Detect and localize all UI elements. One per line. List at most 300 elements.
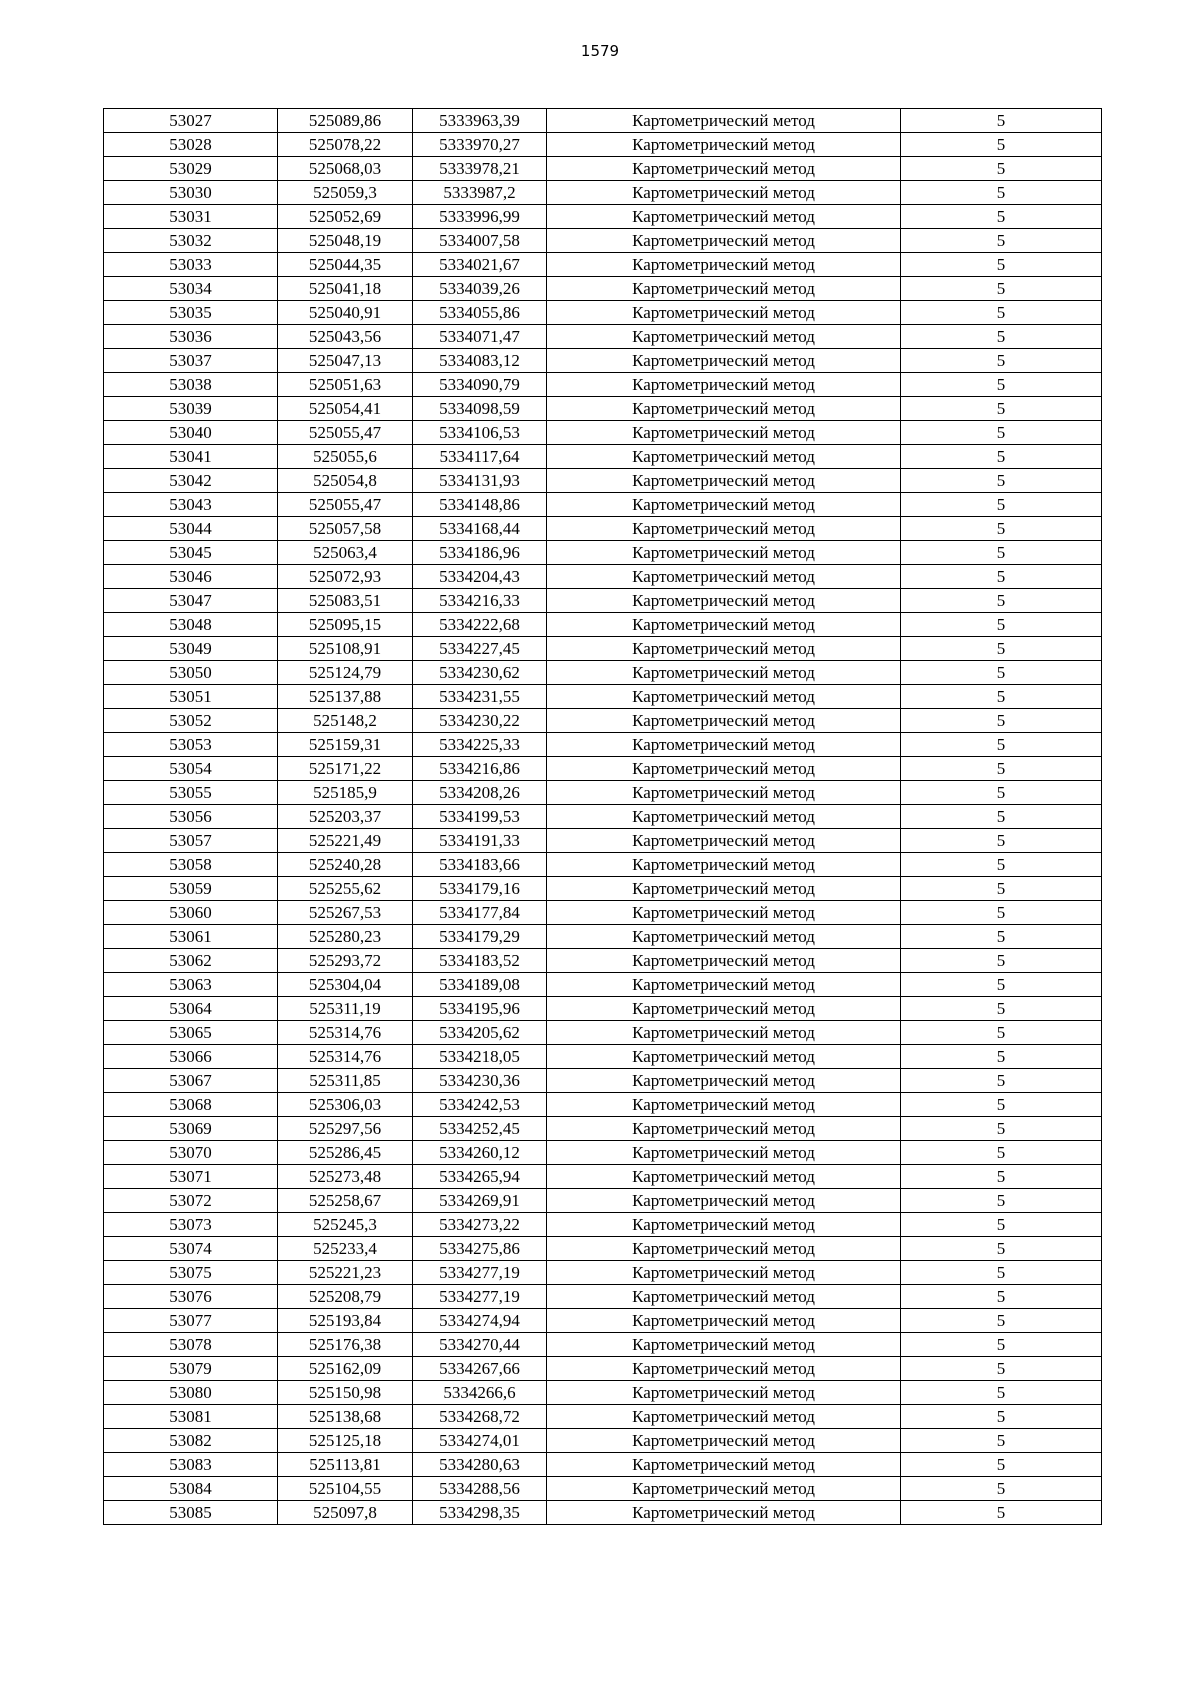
- point-number-cell: 53027: [104, 109, 278, 133]
- table-row: [104, 325, 1102, 349]
- y-coordinate-cell: 5334260,12: [413, 1141, 547, 1165]
- accuracy-cell: 5: [901, 1381, 1102, 1405]
- accuracy-cell: 5: [901, 1333, 1102, 1357]
- x-coordinate-cell: 525055,47: [278, 493, 413, 517]
- x-coordinate-cell: 525311,19: [278, 997, 413, 1021]
- y-coordinate-cell: 5334186,96: [413, 541, 547, 565]
- point-number-cell: 53073: [104, 1213, 278, 1237]
- y-coordinate-cell: 5334191,33: [413, 829, 547, 853]
- method-cell: Картометрический метод: [547, 229, 901, 253]
- table-row: [104, 445, 1102, 469]
- method-cell: Картометрический метод: [547, 253, 901, 277]
- point-number-cell: 53083: [104, 1453, 278, 1477]
- x-coordinate-cell: 525051,63: [278, 373, 413, 397]
- accuracy-cell: 5: [901, 421, 1102, 445]
- accuracy-cell: 5: [901, 685, 1102, 709]
- point-number-cell: 53042: [104, 469, 278, 493]
- accuracy-cell: 5: [901, 1501, 1102, 1525]
- accuracy-cell: 5: [901, 925, 1102, 949]
- x-coordinate-cell: 525095,15: [278, 613, 413, 637]
- x-coordinate-cell: 525314,76: [278, 1045, 413, 1069]
- accuracy-cell: 5: [901, 637, 1102, 661]
- accuracy-cell: 5: [901, 541, 1102, 565]
- method-cell: Картометрический метод: [547, 205, 901, 229]
- method-cell: Картометрический метод: [547, 589, 901, 613]
- accuracy-cell: 5: [901, 157, 1102, 181]
- y-coordinate-cell: 5334106,53: [413, 421, 547, 445]
- point-number-cell: 53066: [104, 1045, 278, 1069]
- y-coordinate-cell: 5334083,12: [413, 349, 547, 373]
- point-number-cell: 53052: [104, 709, 278, 733]
- accuracy-cell: 5: [901, 229, 1102, 253]
- point-number-cell: 53061: [104, 925, 278, 949]
- x-coordinate-cell: 525304,04: [278, 973, 413, 997]
- method-cell: Картометрический метод: [547, 757, 901, 781]
- y-coordinate-cell: 5334039,26: [413, 277, 547, 301]
- method-cell: Картометрический метод: [547, 1477, 901, 1501]
- method-cell: Картометрический метод: [547, 373, 901, 397]
- method-cell: Картометрический метод: [547, 301, 901, 325]
- x-coordinate-cell: 525208,79: [278, 1285, 413, 1309]
- method-cell: Картометрический метод: [547, 397, 901, 421]
- table-row: [104, 493, 1102, 517]
- table-row: [104, 565, 1102, 589]
- table-row: [104, 277, 1102, 301]
- method-cell: Картометрический метод: [547, 517, 901, 541]
- y-coordinate-cell: 5334270,44: [413, 1333, 547, 1357]
- x-coordinate-cell: 525176,38: [278, 1333, 413, 1357]
- accuracy-cell: 5: [901, 997, 1102, 1021]
- y-coordinate-cell: 5334265,94: [413, 1165, 547, 1189]
- table-row: [104, 205, 1102, 229]
- x-coordinate-cell: 525078,22: [278, 133, 413, 157]
- table-row: [104, 997, 1102, 1021]
- table-row: [104, 949, 1102, 973]
- table-row: [104, 973, 1102, 997]
- accuracy-cell: 5: [901, 397, 1102, 421]
- accuracy-cell: 5: [901, 1141, 1102, 1165]
- point-number-cell: 53084: [104, 1477, 278, 1501]
- y-coordinate-cell: 5334117,64: [413, 445, 547, 469]
- x-coordinate-cell: 525104,55: [278, 1477, 413, 1501]
- accuracy-cell: 5: [901, 517, 1102, 541]
- accuracy-cell: 5: [901, 349, 1102, 373]
- accuracy-cell: 5: [901, 373, 1102, 397]
- accuracy-cell: 5: [901, 733, 1102, 757]
- table-row: [104, 1069, 1102, 1093]
- x-coordinate-cell: 525138,68: [278, 1405, 413, 1429]
- accuracy-cell: 5: [901, 1045, 1102, 1069]
- point-number-cell: 53075: [104, 1261, 278, 1285]
- table-row: [104, 829, 1102, 853]
- table-row: [104, 1453, 1102, 1477]
- y-coordinate-cell: 5334227,45: [413, 637, 547, 661]
- accuracy-cell: 5: [901, 949, 1102, 973]
- x-coordinate-cell: 525280,23: [278, 925, 413, 949]
- y-coordinate-cell: 5334280,63: [413, 1453, 547, 1477]
- x-coordinate-cell: 525113,81: [278, 1453, 413, 1477]
- x-coordinate-cell: 525233,4: [278, 1237, 413, 1261]
- point-number-cell: 53076: [104, 1285, 278, 1309]
- y-coordinate-cell: 5334148,86: [413, 493, 547, 517]
- accuracy-cell: 5: [901, 445, 1102, 469]
- method-cell: Картометрический метод: [547, 349, 901, 373]
- point-number-cell: 53044: [104, 517, 278, 541]
- point-number-cell: 53045: [104, 541, 278, 565]
- y-coordinate-cell: 5334242,53: [413, 1093, 547, 1117]
- table-row: [104, 1333, 1102, 1357]
- point-number-cell: 53082: [104, 1429, 278, 1453]
- accuracy-cell: 5: [901, 1261, 1102, 1285]
- y-coordinate-cell: 5334274,01: [413, 1429, 547, 1453]
- table-row: [104, 1405, 1102, 1429]
- accuracy-cell: 5: [901, 565, 1102, 589]
- point-number-cell: 53081: [104, 1405, 278, 1429]
- method-cell: Картометрический метод: [547, 685, 901, 709]
- method-cell: Картометрический метод: [547, 1453, 901, 1477]
- x-coordinate-cell: 525068,03: [278, 157, 413, 181]
- method-cell: Картометрический метод: [547, 1501, 901, 1525]
- table-row: [104, 349, 1102, 373]
- x-coordinate-cell: 525057,58: [278, 517, 413, 541]
- point-number-cell: 53037: [104, 349, 278, 373]
- x-coordinate-cell: 525185,9: [278, 781, 413, 805]
- y-coordinate-cell: 5334090,79: [413, 373, 547, 397]
- accuracy-cell: 5: [901, 253, 1102, 277]
- point-number-cell: 53051: [104, 685, 278, 709]
- point-number-cell: 53065: [104, 1021, 278, 1045]
- y-coordinate-cell: 5334168,44: [413, 517, 547, 541]
- table-row: [104, 133, 1102, 157]
- table-row: [104, 877, 1102, 901]
- method-cell: Картометрический метод: [547, 325, 901, 349]
- accuracy-cell: 5: [901, 325, 1102, 349]
- y-coordinate-cell: 5334277,19: [413, 1285, 547, 1309]
- accuracy-cell: 5: [901, 1189, 1102, 1213]
- y-coordinate-cell: 5334268,72: [413, 1405, 547, 1429]
- table-row: [104, 1501, 1102, 1525]
- x-coordinate-cell: 525286,45: [278, 1141, 413, 1165]
- point-number-cell: 53032: [104, 229, 278, 253]
- accuracy-cell: 5: [901, 901, 1102, 925]
- y-coordinate-cell: 5334055,86: [413, 301, 547, 325]
- method-cell: Картометрический метод: [547, 1285, 901, 1309]
- x-coordinate-cell: 525137,88: [278, 685, 413, 709]
- accuracy-cell: 5: [901, 1213, 1102, 1237]
- accuracy-cell: 5: [901, 661, 1102, 685]
- table-row: [104, 157, 1102, 181]
- accuracy-cell: 5: [901, 1093, 1102, 1117]
- x-coordinate-cell: 525054,8: [278, 469, 413, 493]
- y-coordinate-cell: 5334216,86: [413, 757, 547, 781]
- method-cell: Картометрический метод: [547, 1333, 901, 1357]
- point-number-cell: 53031: [104, 205, 278, 229]
- x-coordinate-cell: 525221,49: [278, 829, 413, 853]
- y-coordinate-cell: 5333970,27: [413, 133, 547, 157]
- accuracy-cell: 5: [901, 1477, 1102, 1501]
- method-cell: Картометрический метод: [547, 1021, 901, 1045]
- accuracy-cell: 5: [901, 1309, 1102, 1333]
- accuracy-cell: 5: [901, 877, 1102, 901]
- x-coordinate-cell: 525097,8: [278, 1501, 413, 1525]
- accuracy-cell: 5: [901, 805, 1102, 829]
- point-number-cell: 53071: [104, 1165, 278, 1189]
- point-number-cell: 53054: [104, 757, 278, 781]
- table-row: [104, 589, 1102, 613]
- table-row: [104, 613, 1102, 637]
- method-cell: Картометрический метод: [547, 1165, 901, 1189]
- accuracy-cell: 5: [901, 1165, 1102, 1189]
- point-number-cell: 53048: [104, 613, 278, 637]
- point-number-cell: 53077: [104, 1309, 278, 1333]
- method-cell: Картометрический метод: [547, 637, 901, 661]
- table-row: [104, 733, 1102, 757]
- method-cell: Картометрический метод: [547, 805, 901, 829]
- y-coordinate-cell: 5334266,6: [413, 1381, 547, 1405]
- table-row: [104, 1117, 1102, 1141]
- method-cell: Картометрический метод: [547, 469, 901, 493]
- table-row: [104, 1285, 1102, 1309]
- point-number-cell: 53047: [104, 589, 278, 613]
- accuracy-cell: 5: [901, 757, 1102, 781]
- x-coordinate-cell: 525055,6: [278, 445, 413, 469]
- table-row: [104, 685, 1102, 709]
- x-coordinate-cell: 525124,79: [278, 661, 413, 685]
- x-coordinate-cell: 525255,62: [278, 877, 413, 901]
- point-number-cell: 53072: [104, 1189, 278, 1213]
- y-coordinate-cell: 5334183,52: [413, 949, 547, 973]
- table-row: [104, 853, 1102, 877]
- table-row: [104, 517, 1102, 541]
- method-cell: Картометрический метод: [547, 1405, 901, 1429]
- table-row: [104, 1357, 1102, 1381]
- point-number-cell: 53028: [104, 133, 278, 157]
- point-number-cell: 53038: [104, 373, 278, 397]
- method-cell: Картометрический метод: [547, 1093, 901, 1117]
- table-row: [104, 1213, 1102, 1237]
- y-coordinate-cell: 5334177,84: [413, 901, 547, 925]
- y-coordinate-cell: 5334189,08: [413, 973, 547, 997]
- table-row: [104, 397, 1102, 421]
- method-cell: Картометрический метод: [547, 109, 901, 133]
- table-row: [104, 109, 1102, 133]
- x-coordinate-cell: 525083,51: [278, 589, 413, 613]
- accuracy-cell: 5: [901, 709, 1102, 733]
- y-coordinate-cell: 5334179,29: [413, 925, 547, 949]
- y-coordinate-cell: 5334230,62: [413, 661, 547, 685]
- point-number-cell: 53053: [104, 733, 278, 757]
- y-coordinate-cell: 5333987,2: [413, 181, 547, 205]
- x-coordinate-cell: 525314,76: [278, 1021, 413, 1045]
- table-row: [104, 301, 1102, 325]
- coordinates-table: [103, 108, 1102, 1525]
- method-cell: Картометрический метод: [547, 709, 901, 733]
- accuracy-cell: 5: [901, 469, 1102, 493]
- table-row: [104, 637, 1102, 661]
- point-number-cell: 53063: [104, 973, 278, 997]
- accuracy-cell: 5: [901, 1117, 1102, 1141]
- y-coordinate-cell: 5334277,19: [413, 1261, 547, 1285]
- point-number-cell: 53040: [104, 421, 278, 445]
- x-coordinate-cell: 525041,18: [278, 277, 413, 301]
- point-number-cell: 53059: [104, 877, 278, 901]
- table-row: [104, 1237, 1102, 1261]
- accuracy-cell: 5: [901, 181, 1102, 205]
- x-coordinate-cell: 525221,23: [278, 1261, 413, 1285]
- method-cell: Картометрический метод: [547, 997, 901, 1021]
- method-cell: Картометрический метод: [547, 853, 901, 877]
- y-coordinate-cell: 5334222,68: [413, 613, 547, 637]
- x-coordinate-cell: 525059,3: [278, 181, 413, 205]
- point-number-cell: 53055: [104, 781, 278, 805]
- method-cell: Картометрический метод: [547, 781, 901, 805]
- method-cell: Картометрический метод: [547, 733, 901, 757]
- point-number-cell: 53036: [104, 325, 278, 349]
- x-coordinate-cell: 525063,4: [278, 541, 413, 565]
- method-cell: Картометрический метод: [547, 157, 901, 181]
- point-number-cell: 53085: [104, 1501, 278, 1525]
- y-coordinate-cell: 5334298,35: [413, 1501, 547, 1525]
- accuracy-cell: 5: [901, 1357, 1102, 1381]
- x-coordinate-cell: 525159,31: [278, 733, 413, 757]
- accuracy-cell: 5: [901, 133, 1102, 157]
- point-number-cell: 53057: [104, 829, 278, 853]
- method-cell: Картометрический метод: [547, 445, 901, 469]
- table-row: [104, 1261, 1102, 1285]
- point-number-cell: 53069: [104, 1117, 278, 1141]
- y-coordinate-cell: 5334225,33: [413, 733, 547, 757]
- x-coordinate-cell: 525089,86: [278, 109, 413, 133]
- x-coordinate-cell: 525203,37: [278, 805, 413, 829]
- table-row: [104, 757, 1102, 781]
- accuracy-cell: 5: [901, 1237, 1102, 1261]
- y-coordinate-cell: 5334230,36: [413, 1069, 547, 1093]
- accuracy-cell: 5: [901, 1069, 1102, 1093]
- table-row: [104, 1189, 1102, 1213]
- y-coordinate-cell: 5334071,47: [413, 325, 547, 349]
- x-coordinate-cell: 525043,56: [278, 325, 413, 349]
- point-number-cell: 53030: [104, 181, 278, 205]
- accuracy-cell: 5: [901, 493, 1102, 517]
- y-coordinate-cell: 5333978,21: [413, 157, 547, 181]
- method-cell: Картометрический метод: [547, 1309, 901, 1333]
- point-number-cell: 53029: [104, 157, 278, 181]
- accuracy-cell: 5: [901, 1021, 1102, 1045]
- y-coordinate-cell: 5333996,99: [413, 205, 547, 229]
- accuracy-cell: 5: [901, 1429, 1102, 1453]
- y-coordinate-cell: 5333963,39: [413, 109, 547, 133]
- y-coordinate-cell: 5334199,53: [413, 805, 547, 829]
- method-cell: Картометрический метод: [547, 973, 901, 997]
- point-number-cell: 53074: [104, 1237, 278, 1261]
- table-row: [104, 661, 1102, 685]
- y-coordinate-cell: 5334205,62: [413, 1021, 547, 1045]
- point-number-cell: 53043: [104, 493, 278, 517]
- table-row: [104, 181, 1102, 205]
- table-row: [104, 1045, 1102, 1069]
- y-coordinate-cell: 5334204,43: [413, 565, 547, 589]
- table-row: [104, 421, 1102, 445]
- accuracy-cell: 5: [901, 973, 1102, 997]
- method-cell: Картометрический метод: [547, 829, 901, 853]
- accuracy-cell: 5: [901, 1453, 1102, 1477]
- point-number-cell: 53064: [104, 997, 278, 1021]
- point-number-cell: 53050: [104, 661, 278, 685]
- method-cell: Картометрический метод: [547, 1237, 901, 1261]
- method-cell: Картометрический метод: [547, 1117, 901, 1141]
- point-number-cell: 53070: [104, 1141, 278, 1165]
- y-coordinate-cell: 5334288,56: [413, 1477, 547, 1501]
- point-number-cell: 53033: [104, 253, 278, 277]
- method-cell: Картометрический метод: [547, 1045, 901, 1069]
- accuracy-cell: 5: [901, 1285, 1102, 1309]
- point-number-cell: 53035: [104, 301, 278, 325]
- point-number-cell: 53062: [104, 949, 278, 973]
- point-number-cell: 53067: [104, 1069, 278, 1093]
- accuracy-cell: 5: [901, 1405, 1102, 1429]
- x-coordinate-cell: 525293,72: [278, 949, 413, 973]
- method-cell: Картометрический метод: [547, 1357, 901, 1381]
- method-cell: Картометрический метод: [547, 421, 901, 445]
- method-cell: Картометрический метод: [547, 133, 901, 157]
- method-cell: Картометрический метод: [547, 1213, 901, 1237]
- x-coordinate-cell: 525297,56: [278, 1117, 413, 1141]
- x-coordinate-cell: 525258,67: [278, 1189, 413, 1213]
- accuracy-cell: 5: [901, 589, 1102, 613]
- method-cell: Картометрический метод: [547, 1141, 901, 1165]
- table-row: [104, 1093, 1102, 1117]
- x-coordinate-cell: 525245,3: [278, 1213, 413, 1237]
- coordinates-table-body: [104, 109, 1102, 1525]
- x-coordinate-cell: 525044,35: [278, 253, 413, 277]
- point-number-cell: 53068: [104, 1093, 278, 1117]
- x-coordinate-cell: 525125,18: [278, 1429, 413, 1453]
- method-cell: Картометрический метод: [547, 181, 901, 205]
- page-number: 1579: [580, 42, 620, 60]
- accuracy-cell: 5: [901, 829, 1102, 853]
- point-number-cell: 53078: [104, 1333, 278, 1357]
- y-coordinate-cell: 5334007,58: [413, 229, 547, 253]
- method-cell: Картометрический метод: [547, 565, 901, 589]
- x-coordinate-cell: 525311,85: [278, 1069, 413, 1093]
- method-cell: Картометрический метод: [547, 1261, 901, 1285]
- method-cell: Картометрический метод: [547, 1189, 901, 1213]
- y-coordinate-cell: 5334098,59: [413, 397, 547, 421]
- table-row: [104, 925, 1102, 949]
- x-coordinate-cell: 525040,91: [278, 301, 413, 325]
- method-cell: Картометрический метод: [547, 493, 901, 517]
- point-number-cell: 53046: [104, 565, 278, 589]
- point-number-cell: 53056: [104, 805, 278, 829]
- method-cell: Картометрический метод: [547, 1069, 901, 1093]
- table-row: [104, 373, 1102, 397]
- y-coordinate-cell: 5334252,45: [413, 1117, 547, 1141]
- y-coordinate-cell: 5334179,16: [413, 877, 547, 901]
- x-coordinate-cell: 525054,41: [278, 397, 413, 421]
- method-cell: Картометрический метод: [547, 661, 901, 685]
- table-row: [104, 709, 1102, 733]
- point-number-cell: 53039: [104, 397, 278, 421]
- accuracy-cell: 5: [901, 205, 1102, 229]
- x-coordinate-cell: 525171,22: [278, 757, 413, 781]
- x-coordinate-cell: 525306,03: [278, 1093, 413, 1117]
- x-coordinate-cell: 525193,84: [278, 1309, 413, 1333]
- table-row: [104, 805, 1102, 829]
- point-number-cell: 53080: [104, 1381, 278, 1405]
- y-coordinate-cell: 5334267,66: [413, 1357, 547, 1381]
- x-coordinate-cell: 525267,53: [278, 901, 413, 925]
- table-row: [104, 253, 1102, 277]
